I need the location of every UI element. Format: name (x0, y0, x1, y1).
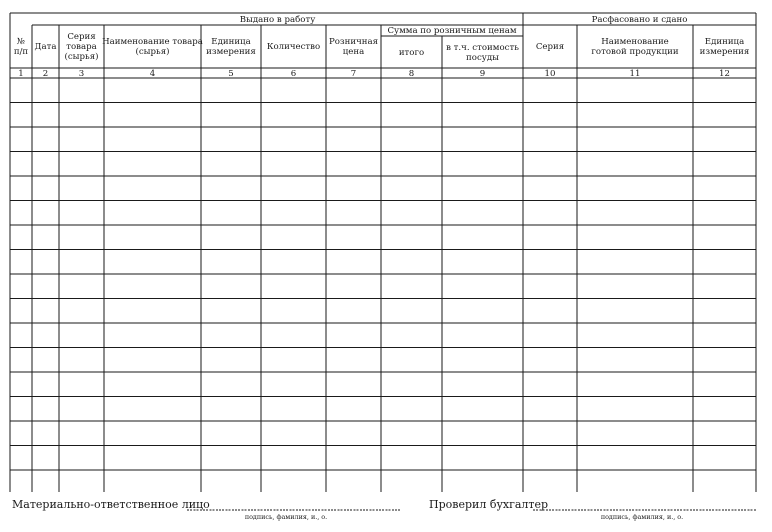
column-number: 9 (479, 69, 486, 79)
header-series-goods: Серия товара (сырья) (64, 32, 99, 62)
column-number: 11 (629, 69, 641, 79)
column-number: 1 (18, 69, 24, 79)
column-number: 2 (42, 69, 49, 79)
column-number: 8 (408, 69, 415, 79)
header-product-name: Наименование готовой продукции (591, 37, 679, 57)
group-packed-header: Расфасовано и сдано (591, 15, 688, 25)
header-unit2: Единица измерения (699, 37, 750, 57)
column-number: 12 (719, 69, 730, 79)
column-number: 5 (228, 69, 234, 79)
group-retail-sum-header: Сумма по розничным ценам (387, 26, 517, 36)
header-series: Серия (535, 42, 565, 52)
header-quantity: Количество (266, 42, 321, 52)
header-date: Дата (34, 42, 57, 52)
header-goods-name: Наименование товара (сырья) (102, 37, 203, 57)
responsible-person-label: Материально-ответственное лицо (12, 498, 210, 511)
form-footer (12, 498, 756, 521)
table-grid-lines (10, 13, 756, 492)
group-issued-header: Выдано в работу (239, 15, 316, 25)
column-number: 6 (290, 69, 297, 79)
column-number: 3 (78, 69, 85, 79)
column-number: 4 (149, 69, 156, 79)
header-unit: Единица измерения (206, 37, 256, 57)
accountant-signature-hint: подпись, фамилия, и., о. (600, 513, 684, 521)
column-number: 7 (350, 69, 357, 79)
responsible-signature-hint: подпись, фамилия, и., о. (244, 513, 328, 521)
column-number: 10 (544, 69, 556, 79)
header-retail-price: Розничная цена (328, 37, 379, 57)
header-incl-packaging: в т.ч. стоимость посуды (446, 43, 519, 63)
header-num: № п/п (13, 37, 29, 57)
header-total: итого (398, 48, 425, 58)
accountant-label: Проверил бухгалтер (429, 498, 549, 511)
table-texts (14, 14, 750, 79)
